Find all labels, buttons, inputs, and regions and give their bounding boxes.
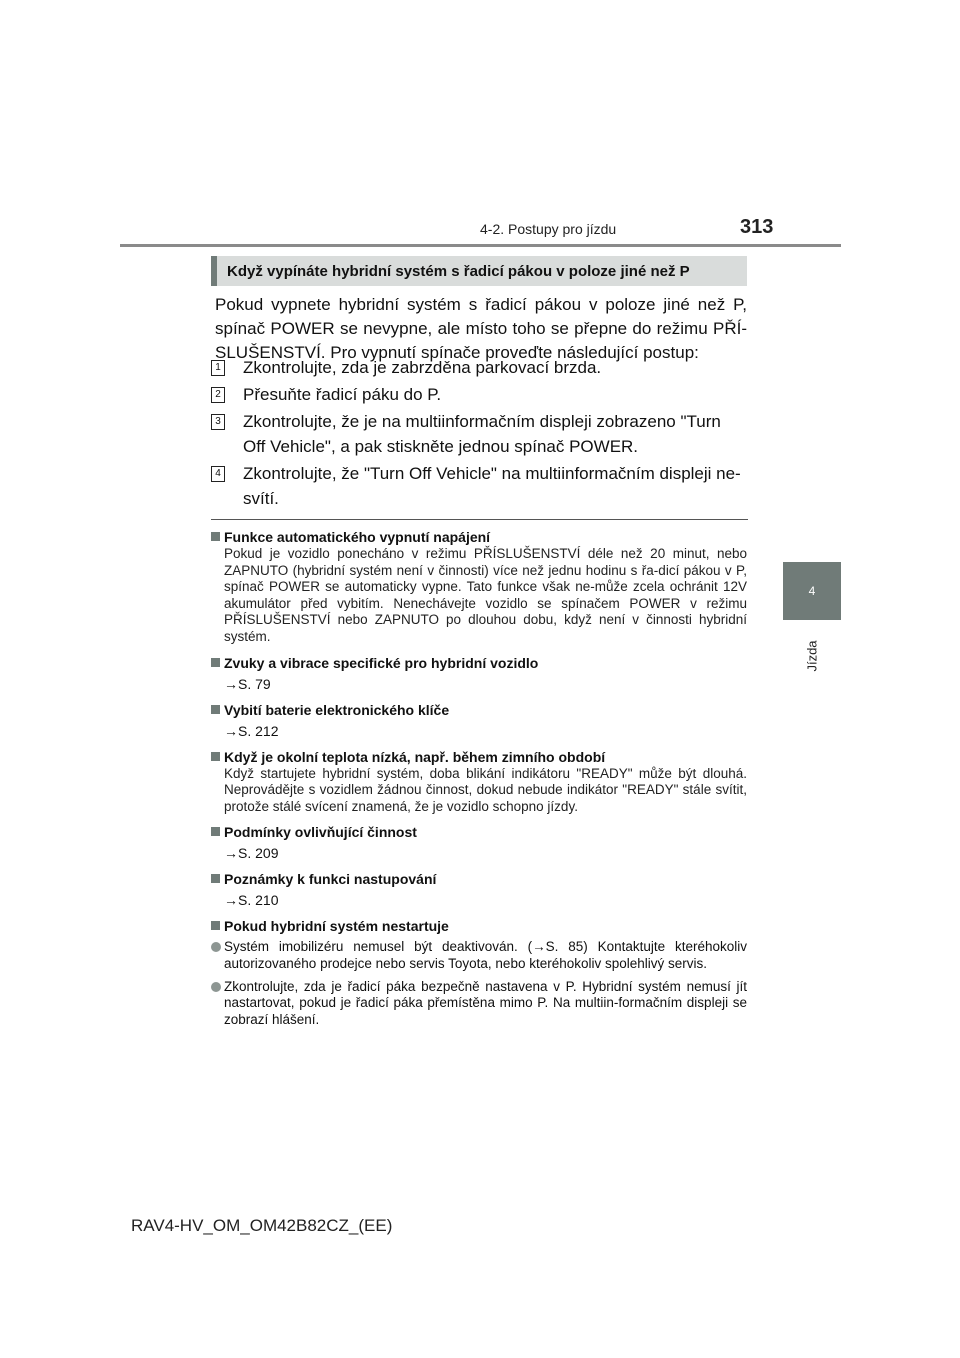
intro-paragraph: Pokud vypnete hybridní systém s řadicí pákou v poloze jiné než P, spínač POWER se nevypne, ale místo toho se přepne do režimu PŘÍ-SLUŠENSTVÍ. Pro vypnutí spínače proveďte následující postup: <box>215 295 747 362</box>
bullet-item <box>211 939 747 972</box>
note-title: Vybití baterie elektronického klíče <box>211 701 747 719</box>
note-title: Pokud hybridní systém nestartuje <box>211 917 747 935</box>
step-text: Zkontrolujte, že "Turn Off Vehicle" na multiinformačním displeji ne-svítí. <box>243 464 741 508</box>
note-item <box>211 823 747 862</box>
note-title: Zvuky a vibrace specifické pro hybridní vozidlo <box>211 654 747 672</box>
step-item <box>211 355 747 380</box>
chapter-tab <box>783 562 841 620</box>
step-number-box: 3 <box>211 414 225 430</box>
step-item <box>211 409 747 459</box>
note-item <box>211 917 747 1028</box>
notes-section <box>211 528 747 1036</box>
page-reference: →S. 209 <box>224 845 279 862</box>
square-bullet-icon <box>211 705 220 714</box>
section-heading: Když vypínáte hybridní systém s řadicí pákou v poloze jiné než P <box>211 256 747 286</box>
note-title: Funkce automatického vypnutí napájení <box>211 528 747 546</box>
note-body: Když startujete hybridní systém, doba blikání indikátoru "READY" může být dlouhá. Neprovádějte s vozidlem žádnou činnost, dokud nebude indikátor "READY" stále svítit, protože stálé svícení znamená, že je vozidlo schopno jízdy. <box>224 765 747 814</box>
header-section-title: 4-2. Postupy pro jízdu <box>480 221 617 237</box>
square-bullet-icon <box>211 752 220 761</box>
bullet-text: Systém imobilizéru nemusel být deaktivován. (→S. 85) Kontaktujte kteréhokoliv autorizovaného prodejce nebo servis Toyota, nebo kteréhokoliv spolehlivý servis. <box>224 939 747 971</box>
circle-bullet-icon <box>211 942 221 952</box>
header-rule <box>120 244 841 247</box>
page-reference: →S. 210 <box>224 892 279 909</box>
square-bullet-icon <box>211 921 220 930</box>
note-title: Poznámky k funkci nastupování <box>211 870 747 888</box>
square-bullet-icon <box>211 874 220 883</box>
note-item <box>211 654 747 693</box>
page-reference: →S. 79 <box>224 675 271 692</box>
section-divider <box>211 519 748 520</box>
steps-list <box>211 355 747 513</box>
note-item <box>211 748 747 816</box>
bullet-text: Zkontrolujte, zda je řadicí páka bezpečně nastavena v P. Hybridní systém nemusí jít nastartovat, pokud je řadicí páka přemístěna mimo P. Na multiin-formačním displeji se zobrazí hlášení. <box>224 978 747 1027</box>
bullet-item <box>211 979 747 1029</box>
note-title: Když je okolní teplota nízká, např. během zimního období <box>211 748 747 766</box>
step-text: Přesuňte řadicí páku do P. <box>243 385 442 404</box>
page-number: 313 <box>740 216 774 238</box>
step-text: Zkontrolujte, že je na multiinformačním displeji zobrazeno "Turn Off Vehicle", a pak stiskněte jednou spínač POWER. <box>243 412 721 456</box>
step-text: Zkontrolujte, zda je zabrzděna parkovací brzda. <box>243 358 602 377</box>
page-reference: →S. 212 <box>224 722 279 739</box>
note-item <box>211 870 747 909</box>
step-item <box>211 382 747 407</box>
chapter-number: 4 <box>808 584 816 598</box>
note-body: Pokud je vozidlo ponecháno v režimu PŘÍSLUŠENSTVÍ déle než 20 minut, nebo ZAPNUTO (hybridní systém není v činnosti) více než jednu hodinu s řa-dicí pákou v P, spínač POWER se automaticky vypne. Tato funkce však ne-může zcela ochránit 12V akumulátor před vybitím. Nenechávejte vozidlo se spínačem POWER v režimu PŘÍSLUŠENSTVÍ nebo ZAPNUTO po dlouhou dobu, když není v činnosti hybridní systém. <box>224 546 747 644</box>
note-title: Podmínky ovlivňující činnost <box>211 823 747 841</box>
circle-bullet-icon <box>211 982 221 992</box>
square-bullet-icon <box>211 827 220 836</box>
step-number-box: 1 <box>211 360 225 376</box>
chapter-label: Jízda <box>804 640 820 672</box>
step-item <box>211 461 747 511</box>
note-item <box>211 528 747 646</box>
document-code-footer: RAV4-HV_OM_OM42B82CZ_(EE) <box>131 1216 393 1235</box>
step-number-box: 2 <box>211 387 225 403</box>
square-bullet-icon <box>211 532 220 541</box>
square-bullet-icon <box>211 658 220 667</box>
note-item <box>211 701 747 740</box>
step-number-box: 4 <box>211 466 225 482</box>
